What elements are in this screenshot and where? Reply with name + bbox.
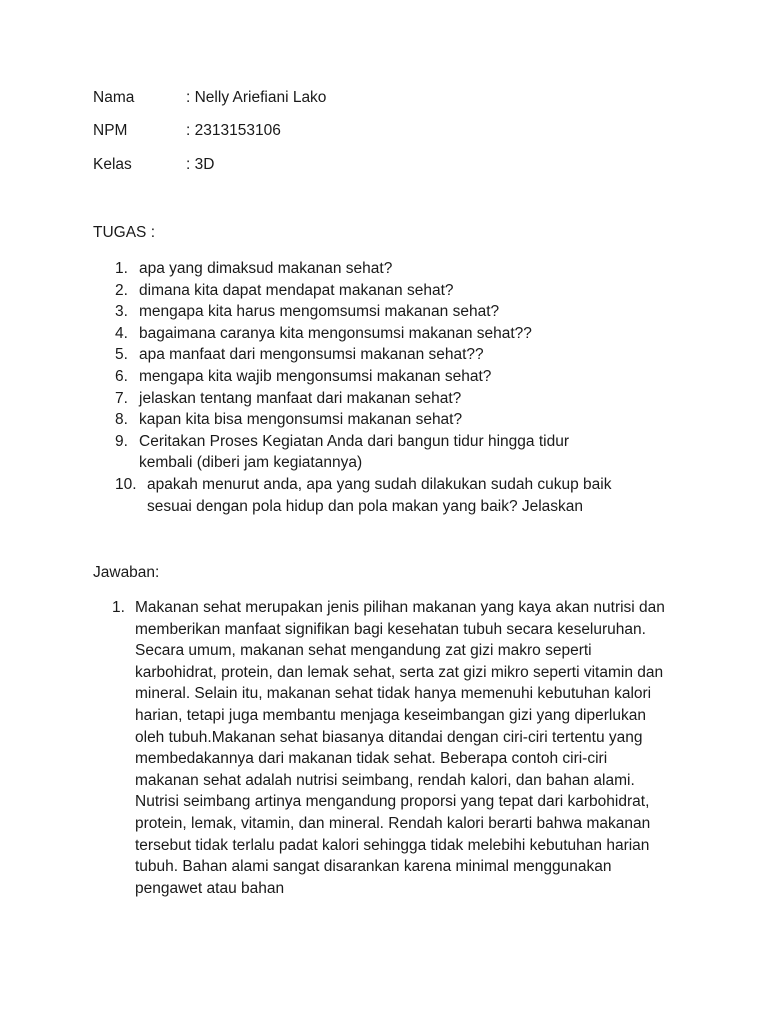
- npm-value: : 2313153106: [186, 122, 281, 139]
- question-text: apa manfaat dari mengonsumsi makanan sehat??: [139, 346, 484, 364]
- question-text-line-1: Ceritakan Proses Kegiatan Anda dari bangun tidur hingga tidur: [139, 432, 569, 450]
- kelas-label: Kelas: [93, 156, 132, 173]
- list-item: [93, 366, 693, 388]
- nama-value: : Nelly Ariefiani Lako: [186, 89, 327, 106]
- question-text: apa yang dimaksud makanan sehat?: [139, 260, 393, 277]
- question-list: [93, 258, 693, 517]
- question-text: dimana kita dapat mendapat makanan sehat?: [139, 281, 454, 299]
- list-number: 3.: [115, 303, 128, 321]
- info-row-npm: [93, 121, 281, 141]
- list-number: 7.: [115, 389, 128, 407]
- question-text: mengapa kita wajib mengonsumsi makanan sehat?: [139, 367, 492, 385]
- list-number: 1.: [115, 260, 128, 277]
- question-text: bagaimana caranya kita mengonsumsi makanan sehat??: [139, 324, 532, 342]
- list-item: [93, 431, 693, 474]
- list-item: [93, 409, 693, 431]
- question-text: jelaskan tentang manfaat dari makanan sehat?: [139, 389, 462, 407]
- question-text-line-2: sesuai dengan pola hidup dan pola makan yang baik? Jelaskan: [147, 497, 584, 515]
- info-row-kelas: [93, 155, 214, 175]
- list-item: [93, 258, 693, 280]
- list-number: 9.: [115, 432, 128, 450]
- jawaban-heading: Jawaban:: [93, 564, 160, 581]
- list-number: 1.: [112, 599, 125, 616]
- list-item: [93, 344, 693, 366]
- list-item: [93, 280, 693, 302]
- answer-list: [93, 597, 693, 899]
- question-text: kapan kita bisa mengonsumsi makanan sehat?: [139, 411, 463, 429]
- list-item: [93, 388, 693, 410]
- kelas-value: : 3D: [186, 156, 215, 173]
- list-number: 6.: [115, 367, 128, 385]
- question-text-line-1: apakah menurut anda, apa yang sudah dilakukan sudah cukup baik: [147, 475, 612, 493]
- list-number: 4.: [115, 324, 128, 342]
- info-row-nama: [93, 88, 326, 108]
- tugas-heading: TUGAS :: [93, 224, 156, 241]
- npm-label: NPM: [93, 122, 128, 139]
- list-item: [93, 323, 693, 345]
- answer-text: Makanan sehat merupakan jenis pilihan makanan yang kaya akan nutrisi dan memberikan manfaat signifikan bagi kesehatan tubuh secara keseluruhan. Secara umum, makanan sehat mengandung zat gizi makro seperti karbohidrat, protein, dan lemak sehat, serta zat gizi mikro seperti vitamin dan mineral. Selain itu, makanan sehat tidak hanya memenuhi kebutuhan kalori harian, tetapi juga membantu menjaga keseimbangan gizi yang diperlukan oleh tubuh.Makanan sehat biasanya ditandai dengan ciri-ciri tertentu yang membedakannya dari makanan tidak sehat. Beberapa contoh ciri-ciri makanan sehat adalah nutrisi seimbang, rendah kalori, dan bahan alami. Nutrisi seimbang artinya mengandung proporsi yang tepat dari karbohidrat, protein, lemak, vitamin, dan mineral. Rendah kalori berarti bahwa makanan tersebut tidak terlalu padat kalori sehingga tidak melebihi kebutuhan harian tubuh. Bahan alami sangat disarankan karena minimal menggunakan pengawet atau bahan: [135, 599, 665, 897]
- nama-label: Nama: [93, 89, 135, 106]
- list-item: [93, 301, 693, 323]
- list-number: 5.: [115, 346, 128, 364]
- list-number: 8.: [115, 411, 128, 429]
- list-item: [93, 474, 693, 517]
- question-text-line-2: kembali (diberi jam kegiatannya): [139, 454, 363, 472]
- list-number: 2.: [115, 281, 128, 299]
- question-text: mengapa kita harus mengomsumsi makanan sehat?: [139, 303, 500, 321]
- list-number: 10.: [115, 475, 137, 493]
- list-item: [93, 597, 693, 899]
